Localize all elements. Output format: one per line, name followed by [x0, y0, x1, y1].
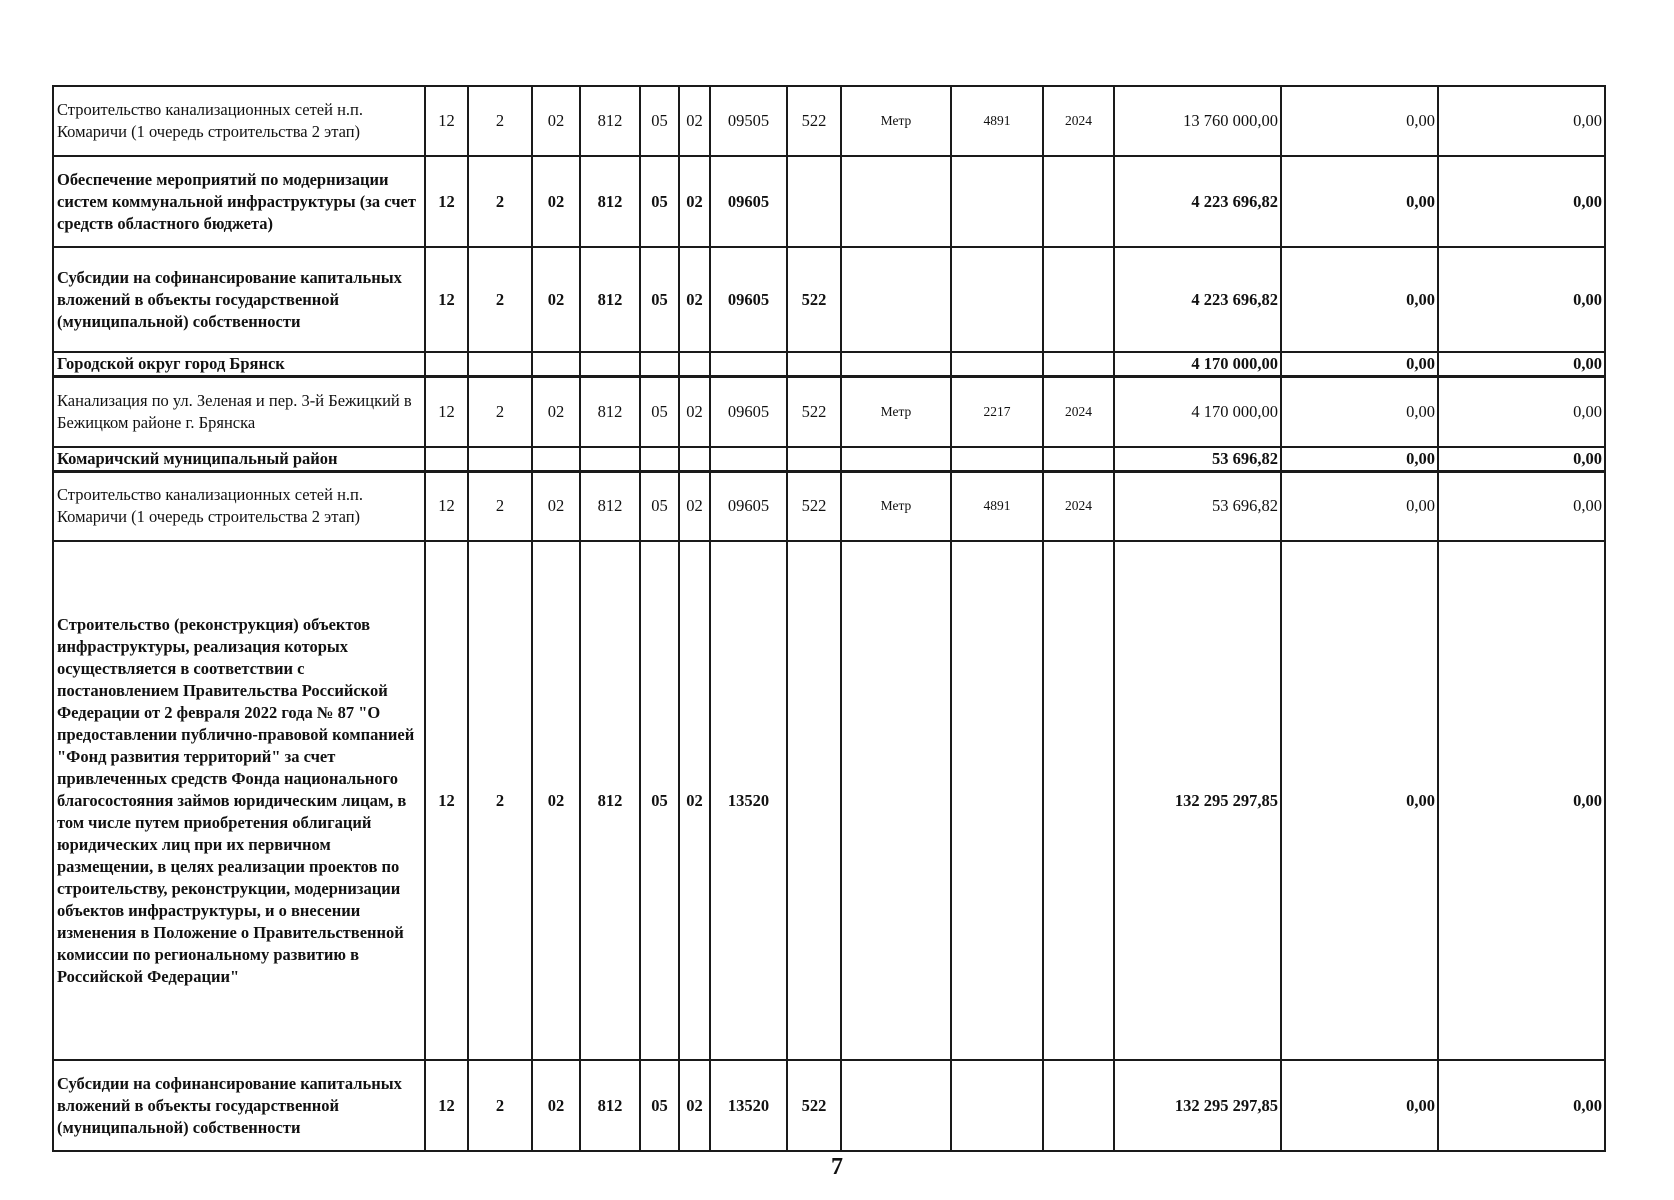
table-row: [53, 377, 1605, 447]
table-row: [53, 352, 1605, 377]
year-cell: 2024: [1043, 86, 1114, 156]
code-cell: [787, 156, 841, 247]
row-name: Субсидии на софинансирование капитальных вложений в объекты государственной (муниципальной) собственности: [53, 1060, 425, 1151]
code-cell: 2: [468, 86, 532, 156]
code-cell: 02: [679, 247, 710, 352]
amount-cell: 0,00: [1281, 447, 1438, 472]
page-number: 7: [831, 1154, 843, 1180]
year-cell: [1043, 352, 1114, 377]
code-cell: 812: [580, 1060, 640, 1151]
table-row: [53, 471, 1605, 541]
amount-cell: 0,00: [1438, 471, 1605, 541]
row-name: Строительство канализационных сетей н.п. Комаричи (1 очередь строительства 2 этап): [53, 471, 425, 541]
amount-cell: 0,00: [1438, 377, 1605, 447]
code-cell: 05: [640, 156, 679, 247]
code-cell: [640, 352, 679, 377]
code-cell: 05: [640, 86, 679, 156]
code-cell: 02: [679, 377, 710, 447]
code-cell: 2: [468, 471, 532, 541]
code-cell: 522: [787, 1060, 841, 1151]
code-cell: 522: [787, 247, 841, 352]
code-cell: 05: [640, 247, 679, 352]
code-cell: [468, 352, 532, 377]
code-cell: 812: [580, 541, 640, 1060]
table-row: [53, 247, 1605, 352]
code-cell: 02: [679, 471, 710, 541]
code-cell: 13520: [710, 541, 787, 1060]
code-cell: [532, 447, 580, 472]
year-cell: 2024: [1043, 377, 1114, 447]
code-cell: 522: [787, 86, 841, 156]
row-name: Строительство канализационных сетей н.п. Комаричи (1 очередь строительства 2 этап): [53, 86, 425, 156]
amount-cell: 0,00: [1281, 471, 1438, 541]
code-cell: 812: [580, 156, 640, 247]
amount-cell: 0,00: [1281, 1060, 1438, 1151]
quantity-cell: 2217: [951, 377, 1043, 447]
amount-cell: 0,00: [1281, 247, 1438, 352]
code-cell: 02: [532, 377, 580, 447]
code-cell: 12: [425, 471, 468, 541]
unit-cell: [841, 447, 951, 472]
unit-cell: [841, 1060, 951, 1151]
code-cell: 522: [787, 471, 841, 541]
quantity-cell: [951, 352, 1043, 377]
code-cell: 09605: [710, 377, 787, 447]
year-cell: [1043, 447, 1114, 472]
amount-cell: 0,00: [1281, 86, 1438, 156]
amount-cell: 0,00: [1438, 1060, 1605, 1151]
amount-cell: 0,00: [1438, 352, 1605, 377]
quantity-cell: [951, 1060, 1043, 1151]
unit-cell: Метр: [841, 471, 951, 541]
code-cell: 2: [468, 541, 532, 1060]
unit-cell: [841, 541, 951, 1060]
amount-cell: 0,00: [1438, 156, 1605, 247]
row-name: Канализация по ул. Зеленая и пер. 3-й Бежицкий в Бежицком районе г. Брянска: [53, 377, 425, 447]
code-cell: [468, 447, 532, 472]
code-cell: 13520: [710, 1060, 787, 1151]
code-cell: 12: [425, 377, 468, 447]
code-cell: 02: [679, 1060, 710, 1151]
year-cell: [1043, 1060, 1114, 1151]
quantity-cell: [951, 541, 1043, 1060]
code-cell: 02: [679, 86, 710, 156]
code-cell: 812: [580, 377, 640, 447]
code-cell: 12: [425, 1060, 468, 1151]
code-cell: 02: [532, 1060, 580, 1151]
code-cell: [425, 447, 468, 472]
code-cell: [710, 447, 787, 472]
code-cell: 2: [468, 377, 532, 447]
code-cell: 02: [679, 156, 710, 247]
code-cell: 09505: [710, 86, 787, 156]
amount-cell: 132 295 297,85: [1114, 541, 1281, 1060]
code-cell: 812: [580, 247, 640, 352]
amount-cell: 13 760 000,00: [1114, 86, 1281, 156]
quantity-cell: [951, 447, 1043, 472]
code-cell: [425, 352, 468, 377]
quantity-cell: [951, 247, 1043, 352]
amount-cell: 4 170 000,00: [1114, 377, 1281, 447]
table-row: [53, 156, 1605, 247]
code-cell: 522: [787, 377, 841, 447]
row-name: Строительство (реконструкция) объектов инфраструктуры, реализация которых осуществляется в соответствии с постановлением Правительства Российской Федерации от 2 февраля 2022 года № 87 "О предоставлении публично-правовой компанией "Фонд развития территорий" за счет привлеченных средств Фонда национального благосостояния займов юридическим лицам, в том числе путем приобретения облигаций юридических лиц при их первичном размещении, в целях реализации проектов по строительству, реконструкции, модернизации объектов инфраструктуры, и о внесении изменения в Положение о Правительственной комиссии по региональному развитию в Российской Федерации": [53, 541, 425, 1060]
code-cell: [787, 352, 841, 377]
code-cell: [532, 352, 580, 377]
amount-cell: 0,00: [1281, 541, 1438, 1060]
unit-cell: [841, 247, 951, 352]
code-cell: 2: [468, 156, 532, 247]
code-cell: [640, 447, 679, 472]
unit-cell: [841, 156, 951, 247]
code-cell: 05: [640, 1060, 679, 1151]
budget-table: [52, 85, 1606, 1152]
table-row: [53, 447, 1605, 472]
row-name: Городской округ город Брянск: [53, 352, 425, 377]
amount-cell: 53 696,82: [1114, 447, 1281, 472]
row-name: Субсидии на софинансирование капитальных вложений в объекты государственной (муниципальной) собственности: [53, 247, 425, 352]
code-cell: 812: [580, 471, 640, 541]
code-cell: 05: [640, 541, 679, 1060]
code-cell: 09605: [710, 471, 787, 541]
amount-cell: 4 223 696,82: [1114, 247, 1281, 352]
amount-cell: 0,00: [1438, 247, 1605, 352]
code-cell: 02: [679, 541, 710, 1060]
code-cell: 09605: [710, 247, 787, 352]
code-cell: 812: [580, 86, 640, 156]
year-cell: [1043, 541, 1114, 1060]
code-cell: [787, 447, 841, 472]
quantity-cell: 4891: [951, 86, 1043, 156]
unit-cell: Метр: [841, 377, 951, 447]
table-row: [53, 86, 1605, 156]
amount-cell: 4 223 696,82: [1114, 156, 1281, 247]
year-cell: 2024: [1043, 471, 1114, 541]
row-name: Обеспечение мероприятий по модернизации систем коммунальной инфраструктуры (за счет средств областного бюджета): [53, 156, 425, 247]
amount-cell: 132 295 297,85: [1114, 1060, 1281, 1151]
table-body: [53, 86, 1605, 1151]
table-row: [53, 541, 1605, 1060]
code-cell: [679, 352, 710, 377]
amount-cell: 4 170 000,00: [1114, 352, 1281, 377]
amount-cell: 0,00: [1438, 541, 1605, 1060]
quantity-cell: [951, 156, 1043, 247]
code-cell: 12: [425, 86, 468, 156]
code-cell: 2: [468, 1060, 532, 1151]
code-cell: [710, 352, 787, 377]
unit-cell: Метр: [841, 86, 951, 156]
amount-cell: 0,00: [1281, 156, 1438, 247]
table-row: [53, 1060, 1605, 1151]
code-cell: [580, 447, 640, 472]
amount-cell: 53 696,82: [1114, 471, 1281, 541]
year-cell: [1043, 247, 1114, 352]
amount-cell: 0,00: [1281, 377, 1438, 447]
quantity-cell: 4891: [951, 471, 1043, 541]
code-cell: 09605: [710, 156, 787, 247]
code-cell: 05: [640, 471, 679, 541]
code-cell: 05: [640, 377, 679, 447]
code-cell: 12: [425, 247, 468, 352]
row-name: Комаричский муниципальный район: [53, 447, 425, 472]
code-cell: 12: [425, 156, 468, 247]
code-cell: 02: [532, 156, 580, 247]
code-cell: [580, 352, 640, 377]
code-cell: 02: [532, 247, 580, 352]
code-cell: 2: [468, 247, 532, 352]
unit-cell: [841, 352, 951, 377]
amount-cell: 0,00: [1281, 352, 1438, 377]
amount-cell: 0,00: [1438, 447, 1605, 472]
year-cell: [1043, 156, 1114, 247]
code-cell: [679, 447, 710, 472]
amount-cell: 0,00: [1438, 86, 1605, 156]
code-cell: 02: [532, 471, 580, 541]
code-cell: 12: [425, 541, 468, 1060]
code-cell: [787, 541, 841, 1060]
code-cell: 02: [532, 541, 580, 1060]
code-cell: 02: [532, 86, 580, 156]
